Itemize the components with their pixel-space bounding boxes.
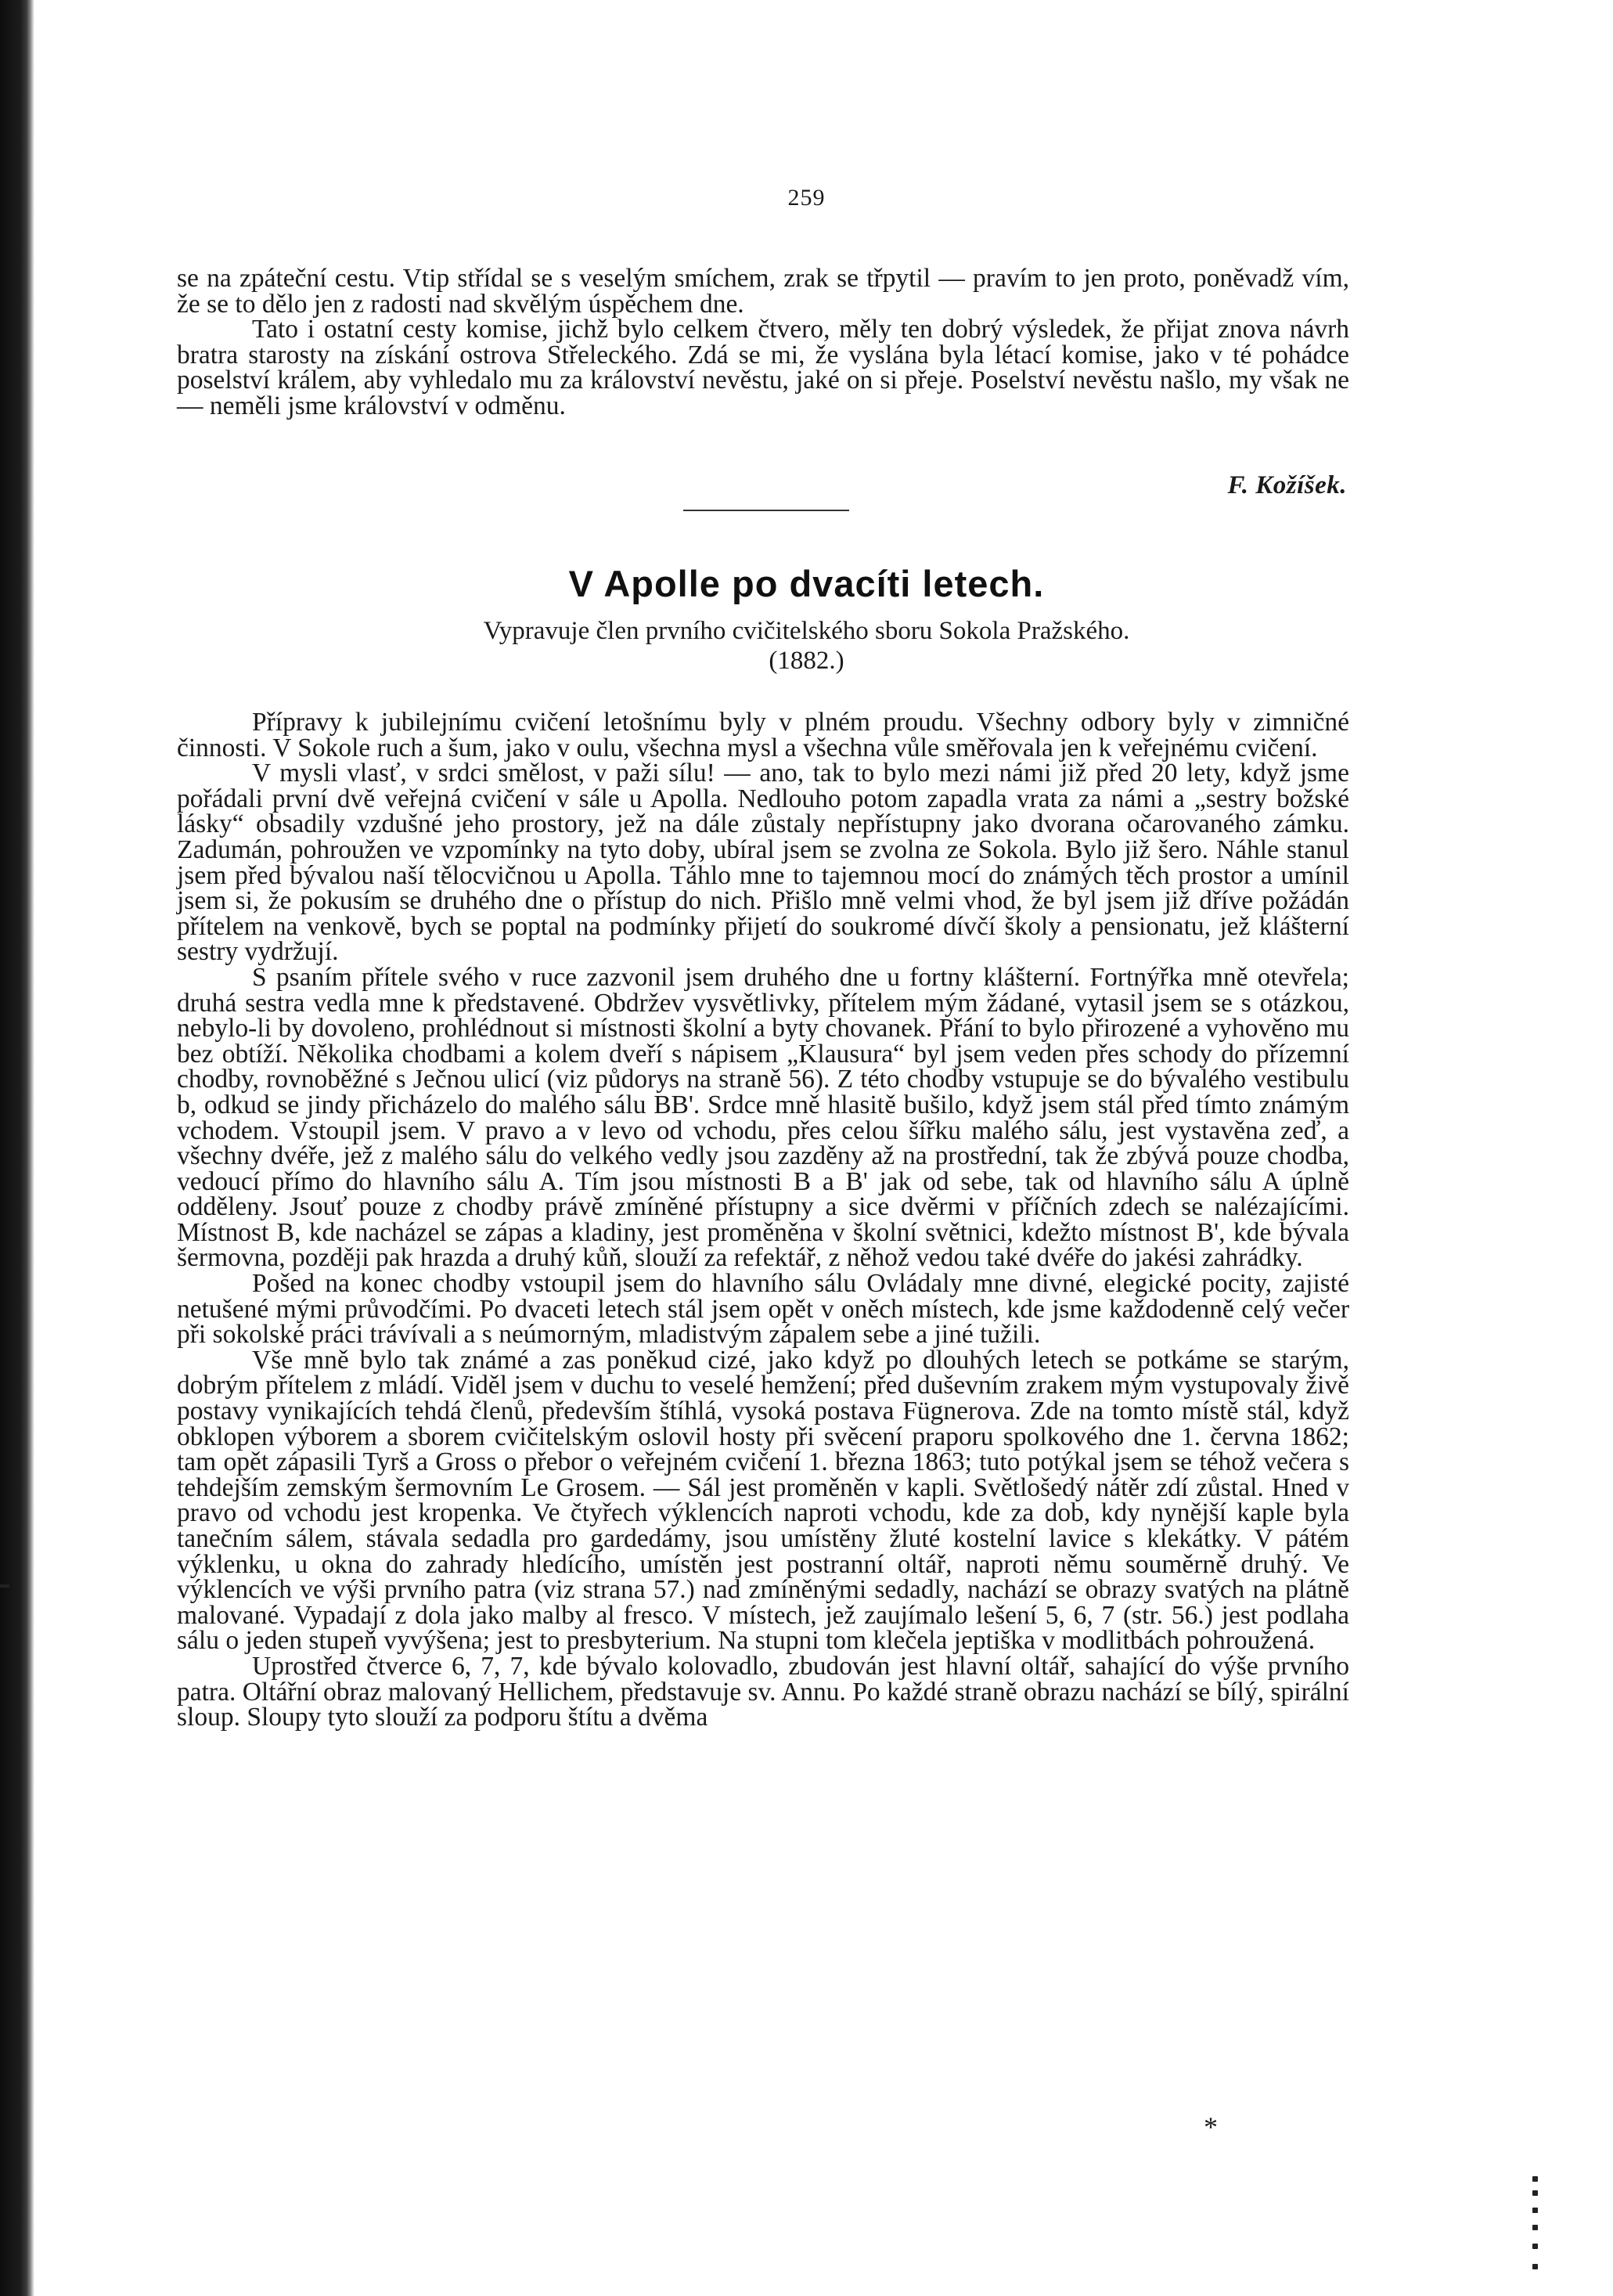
article-byline [0,616,1613,676]
closing-paragraph: Tato i ostatní cesty komise, jichž bylo celkem čtvero, měly ten dobrý výsledek, že přijat znova návrh bratra starosty na získání ostrova Střeleckého. Zdá se mi, že vyslána byla létací komise, jako v té pohádce poselství králem, aby vyhledalo mu za království nevěstu, jaké on si přeje. Poselství nevěstu našlo, my však ne — neměli jsme království v odměnu. [177,315,1349,420]
article-subtitle: Vypravuje člen prvního cvičitelského sboru Sokola Pražského. [483,617,1130,645]
body-paragraph: Přípravy k jubilejnímu cvičení letošnímu byly v plném proudu. Všechny odbory byly v zimničné činnosti. V Sokole ruch a šum, jako v oulu, všechna mysl a všechna vůle směřovala jen k veřejnému cvičení. [177,708,1349,762]
body-paragraph: Vše mně bylo tak známé a zas poněkud cizé, jako když po dlouhých letech se potkáme se starým, dobrým přítelem z mládí. Viděl jsem v duchu to veselé hemžení; před duševním zrakem mým vystupovaly živě postavy vynikajících tehdá členů, především štíhlá, vysoká postava Fügnerova. Zde na tomto místě stál, když obklopen výborem a sborem cvičitelským oslovil hosty při svěcení praporu spolkového dne 1. června 1862; tam opět zápasili Tyrš a Gross o přebor o veřejném cvičení 1. března 1863; tuto potýkal jsem se téhož večera s tehdejším zemským šermovním Le Grosem. — Sál jest proměněn v kapli. Světlošedý nátěr zdí zůstal. Hned v pravo od vchodu jest kropenka. Ve čtyřech výklencích naproti vchodu, kde za dob, kdy nynější kaple byla tanečním sálem, stávala sedadla pro gardedámy, jsou umístěny žluté kostelní lavice s klekátky. V pátém výklenku, u okna do zahrady hledícího, umístěn jest postranní oltář, naproti němu souměrně druhý. Ve výklencích ve výši prvního patra (viz strana 57.) nad zmíněnými sedadly, nachází se obrazy svatých na plátně malované. Vypadají z dola jako malby al fresco. V místech, jež zaujímalo lešení 5, 6, 7 (str. 56.) jest podlaha sálu o jeden stupeň vyvýšena; jest to presbyterium. Na stupni tom klečela jeptiška v modlitbách pohroužená. [177,1345,1349,1656]
body-paragraph: V mysli vlasť, v srdci smělost, v paži sílu! — ano, tak to bylo mezi námi již před 20 lety, když jsme pořádali první dvě veřejná cvičení v sále u Apolla. Nedlouho potom zapadla vrata za námi a „sestry božské lásky“ obsadily vzdušné jeho prostory, jež na dále zůstaly nepřístupny jako dvorana očarovaného zámku. Zadumán, pohroužen ve vzpomínky na tyto doby, ubíral jsem se zvolna ze Sokola. Bylo již šero. Náhle stanul jsem před bývalou naší tělocvičnou u Apolla. Táhlo mne to tajemnou mocí do známých těch prostor a umínil jsem si, že pokusím se druhého dne o přístup do nich. Přišlo mně velmi vhod, že byl jsem již dříve požádán přítelem na venkově, bych se poptal na podmínky přijetí do soukromé dívčí školy a pensionatu, jež klášterní sestry vydržují. [177,759,1349,967]
previous-article-ending [177,266,1349,420]
body-paragraph: S psaním přítele svého v ruce zazvonil jsem druhého dne u fortny klášterní. Fortnýřka mně otevřela; druhá sestra vedla mne k představené. Obdržev vysvětlivky, přítelem mým žádané, vytasil jsem se s otázkou, nebylo-li by dovoleno, prohlédnout si místnosti školní a byty chovanek. Přání to bylo přirozené a vyhověno mu bez obtíží. Několika chodbami a kolem dveří s nápisem „Klausura“ byl jsem veden přes schody do přízemní chodby, rovnoběžné s Ječnou ulicí (viz půdorys na straně 56). Z této chodby vstupuje se do bývalého vestibulu b, odkud se jindy přicházelo do malého sálu BB'. Srdce mně hlasitě bušilo, když jsem stál před tímto známým vchodem. Vstoupil jsem. V pravo a v levo od vchodu, přes celou šířku malého sálu, jest vystavěna zeď, a všechny dvéře, jež z malého sálu do velkého vedly jsou zazděny až na prostřední, tak že zbývá pouze chodba, vedoucí přímo do hlavního sálu A. Tím jsou místnosti B a B' jak od sebe, tak od hlavního sálu A úplně odděleny. Jsouť pouze z chodby právě zmíněné přístupny a sice dvěrmi v příčních zdech se nalézajícími. Místnost B, kde nacházel se zápas a kladiny, jest proměněna v školní světnici, kdežto místnost B', kde bývala šermovna, později pak hrazda a druhý kůň, slouží za refektář, z něhož vedou také dvéře do jakési zahrádky. [177,962,1349,1273]
section-divider [683,510,849,511]
page-number: 259 [787,185,826,211]
scan-edge-mark [0,1584,9,1588]
scan-margin-marks [1531,2176,1540,2278]
scan-binding-edge [0,0,34,2296]
body-paragraph: Uprostřed čtverce 6, 7, 7, kde bývalo kolovadlo, zbudován jest hlavní oltář, sahající do výše prvního patra. Oltářní obraz malovaný Hellichem, představuje sv. Annu. Po každé straně obrazu nachází se bílý, spirální sloup. Sloupy tyto slouží za podporu štítu a dvěma [177,1651,1349,1732]
body-paragraph: Pošed na konec chodby vstoupil jsem do hlavního sálu Ovládaly mne divné, elegické pocity, zajisté netušené mými průvodčími. Po dvaceti letech stál jsem opět v oněch místech, kde jsme každodenně celý večer při sokolské práci trávívali a s neúmorným, mladistvým zápalem sebe a jiné tužili. [177,1269,1349,1350]
signature-mark: * [1204,2111,1218,2143]
article-title: V Apolle po dvacíti letech. [568,563,1045,604]
author-signature: F. Kožíšek. [1227,471,1347,499]
closing-paragraph: se na zpáteční cestu. Vtip střídal se s veselým smíchem, zrak se třpytil — pravím to jen proto, poněvadž vím, že se to dělo jen z radosti nad skvělým úspěchem dne. [177,264,1349,319]
article-year: (1882.) [769,647,844,675]
article-body [177,710,1349,1731]
